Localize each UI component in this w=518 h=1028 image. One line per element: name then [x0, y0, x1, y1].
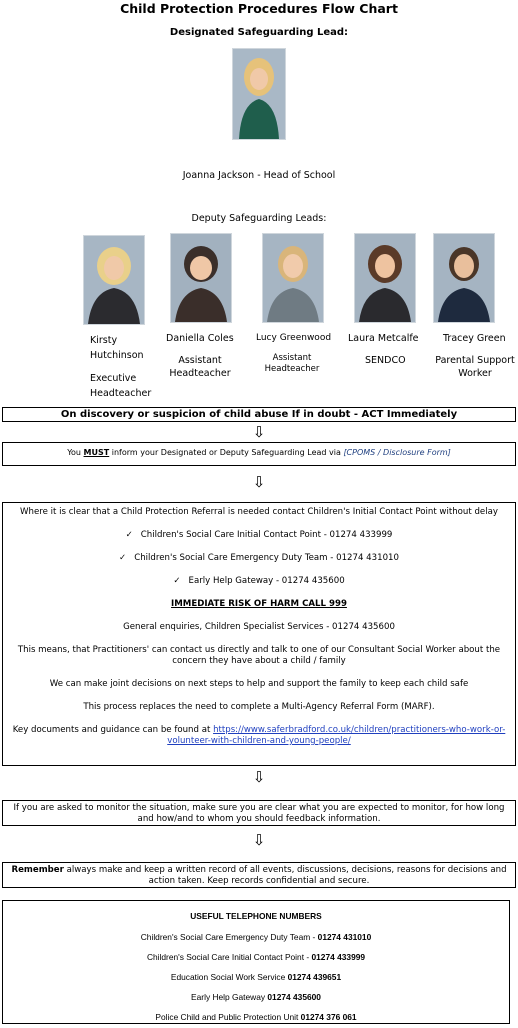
- step-record-box: Remember always make and keep a written record of all events, discussions, decisions, reasons for decisions and action taken. Keep records confidential and secure.: [2, 862, 516, 888]
- deputy-role-daniella: Assistant Headteacher: [169, 355, 231, 379]
- deputy-photo-lucy: [262, 233, 324, 323]
- deputy-name-lucy: Lucy Greenwood: [256, 333, 332, 343]
- designated-lead-photo: [232, 48, 286, 140]
- deputy-name-daniella: Daniella Coles: [166, 333, 234, 344]
- designated-lead-label: Designated Safeguarding Lead:: [169, 27, 349, 38]
- useful-numbers-box: [2, 900, 510, 1024]
- joint-decisions-text: We can make joint decisions on next steps to help and support the family to keep each child safe: [49, 679, 469, 689]
- down-arrow-icon: ⇩: [252, 423, 266, 441]
- useful-line: Early Help Gateway 01274 435600: [191, 992, 321, 1002]
- deputy-photo-tracey: [433, 233, 495, 323]
- step-referral-box: [2, 502, 516, 766]
- check-item: ✓ Early Help Gateway - 01274 435600: [173, 576, 345, 586]
- deputy-leads-label: Deputy Safeguarding Leads:: [191, 213, 327, 224]
- check-item: ✓ Children's Social Care Initial Contact Point - 01274 433999: [125, 530, 393, 540]
- key-documents: Key documents and guidance can be found at https://www.saferbradford.co.uk/children/practitioners-who-work-or-volunteer-with-children-and-young-people/: [12, 725, 506, 746]
- cpoms-text: [CPOMS / Disclosure Form]: [343, 448, 451, 457]
- useful-line: Police Child and Public Protection Unit 01274 376 061: [155, 1012, 357, 1022]
- immediate-risk: IMMEDIATE RISK OF HARM CALL 999: [171, 599, 347, 609]
- down-arrow-icon: ⇩: [252, 473, 266, 491]
- must-text: MUST: [83, 448, 110, 457]
- practitioners-text: This means, that Practitioners' can contact us directly and talk to one of our Consultant Social Worker about the concern they have about a child / family: [17, 645, 501, 666]
- useful-line: Education Social Work Service 01274 439651: [170, 972, 342, 982]
- deputy-role-tracey: Parental Support Worker: [435, 355, 515, 379]
- deputy-photo-daniella: [170, 233, 232, 323]
- deputy-name-kirsty: Kirsty Hutchinson: [90, 335, 144, 361]
- down-arrow-icon: ⇩: [252, 768, 266, 786]
- general-enquiries: General enquiries, Children Specialist Services - 01274 435600: [123, 622, 395, 632]
- referral-intro: Where it is clear that a Child Protection Referral is needed contact Children's Initial Contact Point without delay: [20, 507, 498, 517]
- checkmark-icon: ✓: [125, 530, 133, 540]
- deputy-name-tracey: Tracey Green: [443, 333, 506, 344]
- deputy-role-lucy: Assistant Headteacher: [264, 353, 320, 374]
- deputy-photo-laura: [354, 233, 416, 323]
- step-inform-box: You MUST inform your Designated or Deputy Safeguarding Lead via [CPOMS / Disclosure Form]: [2, 442, 516, 466]
- down-arrow-icon: ⇩: [252, 831, 266, 849]
- step-monitor-box: [2, 800, 516, 826]
- remember-text: Remember: [11, 865, 64, 875]
- useful-line: Children's Social Care Emergency Duty Team - 01274 431010: [140, 932, 372, 942]
- useful-line: Children's Social Care Initial Contact Point - 01274 433999: [146, 952, 366, 962]
- step-discovery-box: [2, 407, 516, 422]
- monitor-text: If you are asked to monitor the situation, make sure you are clear what you are expected to monitor, for how long and how/and to whom you should feedback information.: [13, 803, 505, 824]
- checkmark-icon: ✓: [173, 576, 181, 586]
- deputy-photo-kirsty: [83, 235, 145, 325]
- saferbradford-link[interactable]: https://www.saferbradford.co.uk/children/practitioners-who-work-or-volunteer-with-children-and-young-people/: [167, 725, 506, 746]
- deputy-name-laura: Laura Metcalfe: [348, 333, 419, 344]
- step-discovery-text: On discovery or suspicion of child abuse If in doubt - ACT Immediately: [60, 409, 458, 420]
- deputy-role-laura: SENDCO: [365, 355, 406, 366]
- checkmark-icon: ✓: [119, 553, 127, 563]
- check-item: ✓ Children's Social Care Emergency Duty Team - 01274 431010: [119, 553, 399, 563]
- useful-numbers-heading: USEFUL TELEPHONE NUMBERS: [190, 911, 322, 921]
- marf-text: This process replaces the need to complete a Multi-Agency Referral Form (MARF).: [83, 702, 435, 712]
- designated-lead-name: Joanna Jackson - Head of School: [182, 170, 336, 181]
- page-title: Child Protection Procedures Flow Chart: [120, 1, 398, 16]
- deputy-role-kirsty: Executive Headteacher: [90, 373, 152, 399]
